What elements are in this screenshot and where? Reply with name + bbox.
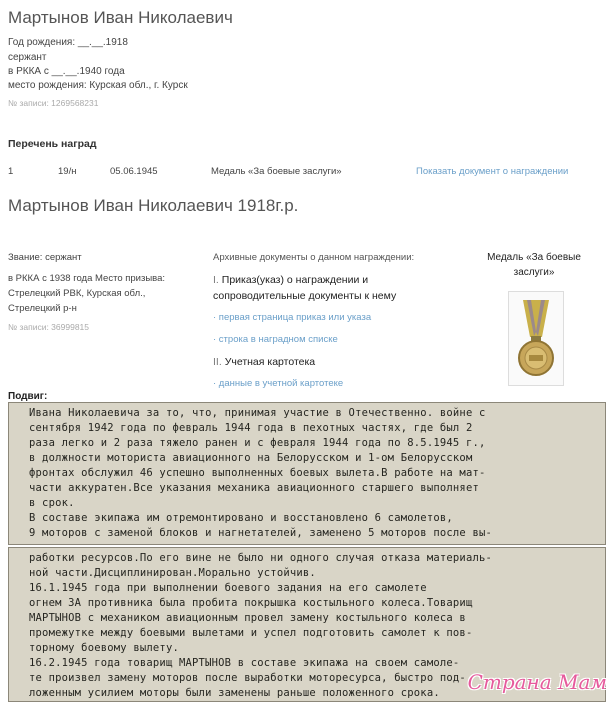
awards-title: Перечень наград: [8, 138, 97, 150]
birthplace: место рождения: Курская обл., г. Курск: [8, 80, 188, 91]
doc-line: торному боевому вылету.: [29, 642, 179, 654]
doc-line: огнем ЗА противника была пробита покрышка костыльного колеса.Товарищ: [29, 597, 473, 609]
doc-line: Ивана Николаевича за то, что, принимая участие в Отечественно. войне с: [29, 407, 486, 419]
doc-line: 16.2.1945 года товарищ МАРТЫНОВ в составе экипажа на своем самоле-: [29, 657, 460, 669]
doc-line: работки ресурсов.По его вине не было ни одного случая отказа материаль-: [29, 552, 493, 564]
person-name-2: Мартынов Иван Николаевич 1918г.р.: [8, 196, 299, 215]
section-2-title: Учетная картотека: [224, 356, 316, 368]
place-2: Стрелецкий р-н: [8, 303, 77, 314]
award-date: 05.06.1945: [110, 166, 158, 177]
doc-line: промежутке между боевыми вылетами и успел подготовить самолет к пов-: [29, 627, 473, 639]
section-2: [213, 354, 443, 370]
section-2-roman: II.: [213, 356, 222, 368]
medal-icon: [509, 292, 563, 385]
doc-line: ложенным усилием моторы были заменены раньше положенного срока.: [29, 687, 440, 699]
person-details: [8, 250, 198, 335]
doc-line: фронтах обслужил 46 успешно выполненных боевых вылета.В работе на мат-: [29, 467, 486, 479]
doc-line: В составе экипажа им отремонтировано и восстановлено 6 самолетов,: [29, 512, 453, 524]
rank: сержант: [8, 52, 47, 63]
rank-2: Звание: сержант: [8, 252, 82, 263]
doc-line: 9 моторов с заменой блоков и нагнетателей, заменено 5 моторов после вы-: [29, 527, 493, 539]
link-first-page[interactable]: · первая страница приказ или указа: [213, 312, 372, 323]
link-award-list[interactable]: · строка в наградном списке: [213, 334, 338, 345]
place-1: Стрелецкий РВК, Курская обл.,: [8, 288, 146, 299]
medal-image[interactable]: [508, 291, 564, 386]
show-document-link[interactable]: Показать документ о награждении: [416, 166, 569, 177]
archive-title: Архивные документы о данном награждении:: [213, 252, 415, 263]
doc-line: части аккуратен.Все указания механика авиационного старшего выполняет: [29, 482, 479, 494]
person-name: Мартынов Иван Николаевич: [8, 8, 233, 27]
podvig-label: Подвиг:: [8, 391, 48, 402]
award-order: 19/н: [58, 166, 77, 177]
doc-line: 16.1.1945 года при выполнении боевого задания на его самолете: [29, 582, 427, 594]
award-num: 1: [8, 166, 14, 177]
doc-line: МАРТЫНОВ с механиком авиационным провел замену костыльного колеса в: [29, 612, 466, 624]
doc-line: ной части.Дисциплинирован.Морально устойчив.: [29, 567, 316, 579]
document-scan-1: [8, 402, 606, 545]
doc-line: те произвел замену моторов после выработки моторесурса, быстро под-: [29, 672, 466, 684]
birth-year: Год рождения: __.__.1918: [8, 37, 128, 48]
section-1-roman: I.: [213, 274, 219, 286]
link-card-index[interactable]: · данные в учетной картотеке: [213, 378, 344, 389]
medal-name: Медаль «За боевые заслуги»: [487, 252, 581, 278]
rkka-since: в РККА с __.__.1940 года: [8, 66, 125, 77]
doc-line: сентября 1942 года по февраль 1944 года в пехотных частях, где был 2: [29, 422, 473, 434]
award-name: Медаль «За боевые заслуги»: [211, 166, 342, 177]
section-1-title: Приказ(указ) о награждении и сопроводительные документы к нему: [213, 274, 397, 302]
archive-docs: [213, 250, 443, 398]
doc-line: в срок.: [29, 497, 75, 509]
record-number-2: № записи: 36999815: [8, 322, 89, 332]
doc-line: раза легко и 2 раза тяжело ранен и с февраля 1944 года по 8.5.1945 г.,: [29, 437, 486, 449]
record-number: № записи: 1269568231: [8, 98, 99, 108]
section-1: [213, 272, 443, 304]
rkka-2: в РККА с 1938 года Место призыва:: [8, 273, 166, 284]
doc-line: в должности моториста авиационного на Белорусском и 1-ом Белорусском: [29, 452, 473, 464]
watermark-logo: Страна Мам: [467, 670, 607, 694]
